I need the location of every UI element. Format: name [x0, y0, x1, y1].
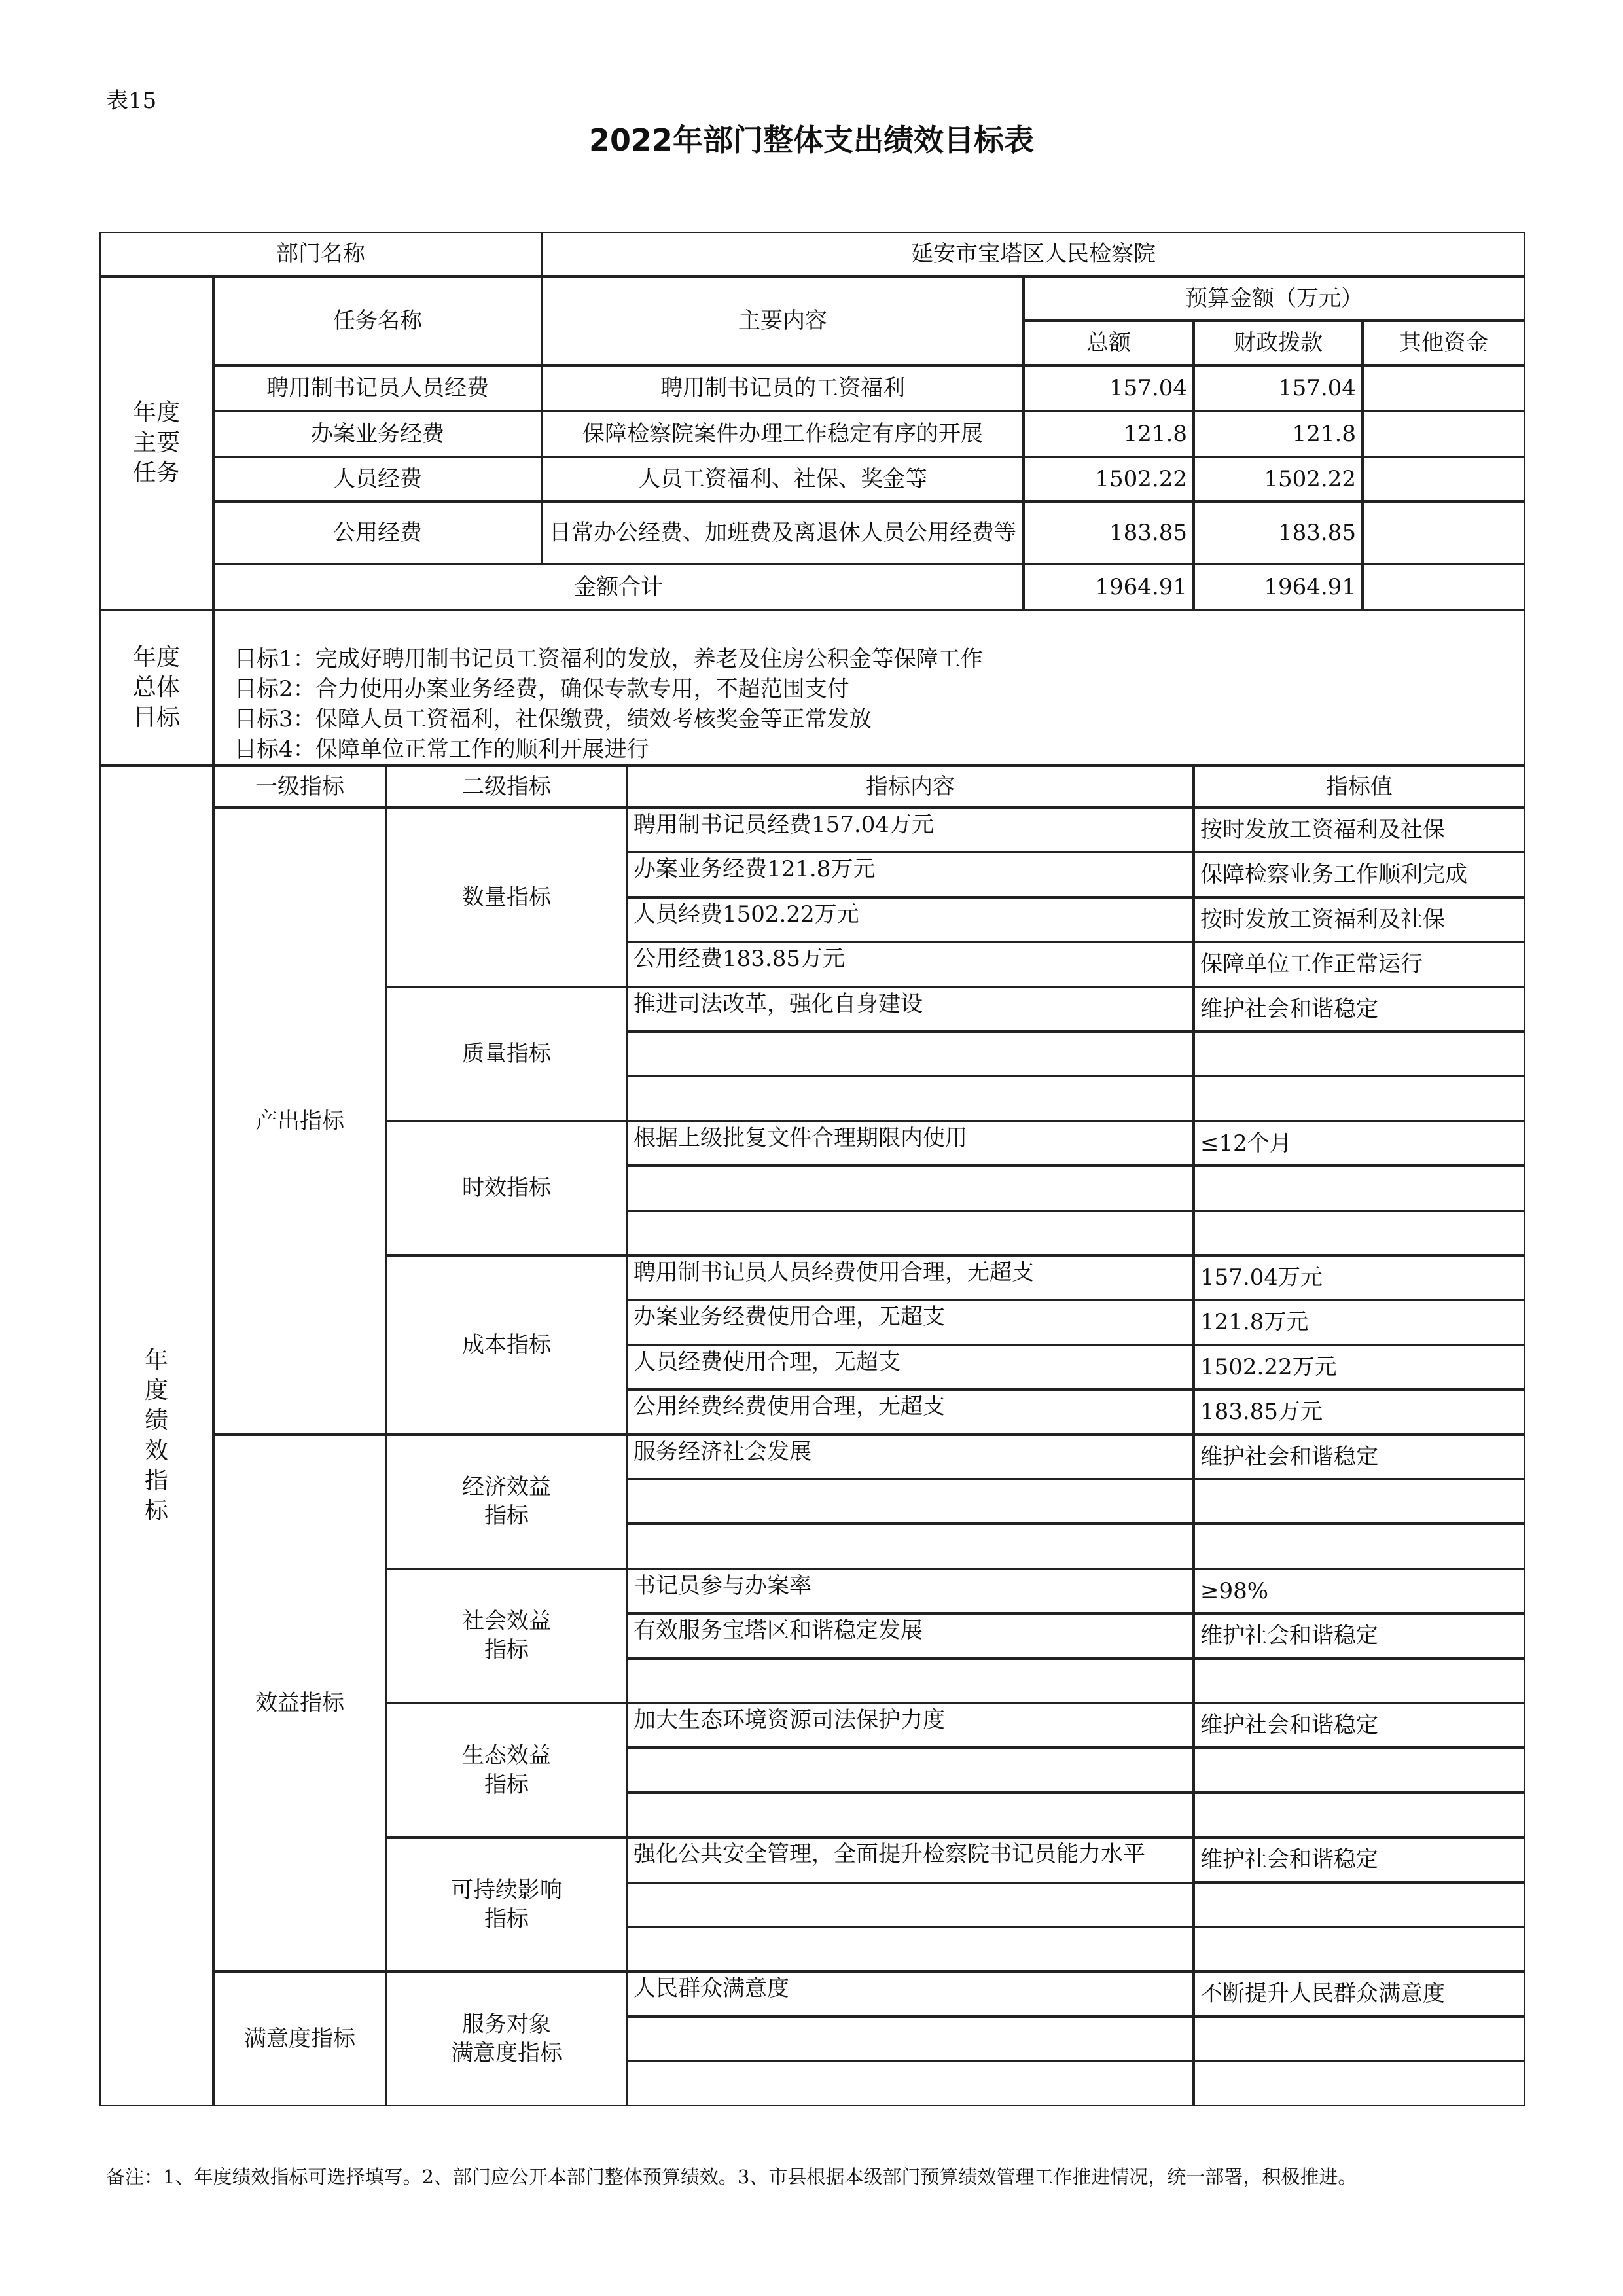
indicator-content: 人民群众满意度: [627, 1971, 1194, 2016]
section-label-char: 年度: [132, 644, 180, 671]
section-label-char: 绩: [144, 1407, 168, 1434]
section-label-char: 目标: [132, 704, 180, 731]
indicator-content: 强化公共安全管理，全面提升检察院书记员能力水平: [627, 1837, 1194, 1900]
indicator-value: 不断提升人民群众满意度: [1194, 1971, 1525, 2016]
task-content: 聘用制书记员的工资福利: [542, 365, 1024, 411]
indicator-content: [627, 1031, 1194, 1076]
header-indicator-value: 指标值: [1194, 766, 1525, 808]
level2-indicator: [386, 808, 627, 987]
indicator-content: [627, 1211, 1194, 1255]
indicator-value: [1194, 1927, 1525, 1971]
footnote: 备注：1、年度绩效指标可选择填写。2、部门应公开本部门整体预算绩效。3、市县根据本级部门预算绩效管理工作推进情况，统一部署，积极推进。: [106, 2166, 1357, 2188]
task-other: [1363, 501, 1525, 564]
indicator-value: [1194, 1031, 1525, 1076]
goal-item: 目标4：保障单位正常工作的顺利开展进行: [234, 736, 649, 762]
sum-other: [1363, 564, 1525, 610]
section-label-char: 指: [144, 1467, 168, 1494]
section-label-char: 任务: [132, 459, 180, 486]
level2-label-line: 指标: [484, 1503, 529, 1530]
dept-name-value: 延安市宝塔区人民检察院: [542, 232, 1525, 276]
task-other: [1363, 365, 1525, 411]
level2-label-line: 指标: [484, 1637, 529, 1664]
level2-label-line: 服务对象: [462, 2011, 551, 2037]
indicator-value: [1194, 1524, 1525, 1568]
level2-label-line: 经济效益: [462, 1474, 551, 1500]
task-other: [1363, 457, 1525, 501]
indicator-value: 157.04万元: [1194, 1255, 1525, 1300]
indicator-value: 维护社会和谐稳定: [1194, 987, 1525, 1031]
header-fiscal: 财政拨款: [1194, 321, 1363, 365]
indicator-content: 聘用制书记员人员经费使用合理，无超支: [627, 1255, 1194, 1300]
indicator-value: [1194, 1659, 1525, 1703]
task-content: 日常办公经费、加班费及离退休人员公用经费等: [542, 501, 1024, 564]
indicator-content: [627, 1927, 1194, 1971]
sum-fiscal: 1964.91: [1194, 564, 1363, 610]
task-total: 157.04: [1024, 365, 1194, 411]
task-content: 人员工资福利、社保、奖金等: [542, 457, 1024, 501]
level2-indicator: [386, 1971, 627, 2106]
indicator-value: [1194, 1882, 1525, 1927]
indicator-content: [627, 1793, 1194, 1837]
section-label-char: 效: [144, 1437, 168, 1464]
task-total: 121.8: [1024, 411, 1194, 457]
level2-indicator: [386, 1837, 627, 1971]
indicator-content: 人员经费1502.22万元: [627, 897, 1194, 942]
indicator-content: 有效服务宝塔区和谐稳定发展: [627, 1613, 1194, 1658]
level2-label-line: 质量指标: [462, 1041, 551, 1067]
indicator-content: 公用经费183.85万元: [627, 942, 1194, 986]
header-level2: 二级指标: [386, 766, 627, 808]
indicator-value: [1194, 1748, 1525, 1792]
level1-indicator: 满意度指标: [213, 1971, 386, 2106]
indicator-value: [1194, 1211, 1525, 1255]
indicator-content: 服务经济社会发展: [627, 1435, 1194, 1479]
indicator-value: [1194, 2061, 1525, 2106]
level2-label-line: 数量指标: [462, 884, 551, 910]
level2-label-line: 指标: [484, 1771, 529, 1798]
indicator-content: [627, 1659, 1194, 1703]
header-task-name: 任务名称: [213, 276, 542, 365]
section-label-char: 总体: [132, 674, 180, 701]
task-fiscal: 183.85: [1194, 501, 1363, 564]
task-fiscal: 121.8: [1194, 411, 1363, 457]
goal-item: 目标2：合力使用办案业务经费，确保专款专用，不超范围支付: [234, 676, 849, 702]
level2-indicator: [386, 987, 627, 1121]
level2-label-line: 社会效益: [462, 1608, 551, 1635]
task-name: 聘用制书记员人员经费: [213, 365, 542, 411]
indicator-content: 办案业务经费121.8万元: [627, 852, 1194, 897]
goals-box: [213, 610, 1525, 766]
sum-label: 金额合计: [213, 564, 1024, 610]
indicator-value: [1194, 1166, 1525, 1210]
indicator-content: 加大生态环境资源司法保护力度: [627, 1703, 1194, 1748]
indicator-value: 按时发放工资福利及社保: [1194, 808, 1525, 852]
indicator-value: 维护社会和谐稳定: [1194, 1613, 1525, 1658]
indicator-content: 聘用制书记员经费157.04万元: [627, 808, 1194, 852]
section-label-char: 年度: [132, 399, 180, 426]
task-other: [1363, 411, 1525, 457]
task-fiscal: 1502.22: [1194, 457, 1363, 501]
level2-indicator: [386, 1435, 627, 1569]
indicator-value: ≤12个月: [1194, 1121, 1525, 1166]
level2-label-line: 指标: [484, 1905, 529, 1932]
indicator-content: [627, 2017, 1194, 2061]
task-name: 公用经费: [213, 501, 542, 564]
indicator-value: [1194, 1479, 1525, 1524]
indicator-content: 人员经费使用合理，无超支: [627, 1345, 1194, 1390]
indicator-content: 书记员参与办案率: [627, 1569, 1194, 1613]
indicator-content: [627, 1479, 1194, 1524]
task-total: 1502.22: [1024, 457, 1194, 501]
level2-indicator: [386, 1255, 627, 1435]
task-total: 183.85: [1024, 501, 1194, 564]
indicator-value: 维护社会和谐稳定: [1194, 1837, 1525, 1882]
level2-indicator: [386, 1703, 627, 1837]
section-label-char: 标: [144, 1497, 168, 1524]
section-label-char: 主要: [132, 429, 180, 456]
level2-label-line: 时效指标: [462, 1175, 551, 1202]
indicator-value: ≥98%: [1194, 1569, 1525, 1613]
level2-label-line: 生态效益: [462, 1742, 551, 1769]
header-total: 总额: [1024, 321, 1194, 365]
section-annual-indicators: [99, 766, 213, 2106]
header-level1: 一级指标: [213, 766, 386, 808]
indicator-content: 根据上级批复文件合理期限内使用: [627, 1121, 1194, 1166]
indicator-value: 保障检察业务工作顺利完成: [1194, 852, 1525, 897]
indicator-content: [627, 1076, 1194, 1121]
page-label: 表15: [106, 88, 157, 114]
level2-indicator: [386, 1121, 627, 1255]
page-title: 2022年部门整体支出绩效目标表: [588, 122, 1035, 158]
header-other: 其他资金: [1363, 321, 1525, 365]
indicator-content: [627, 1882, 1194, 1927]
task-content: 保障检察院案件办理工作稳定有序的开展: [542, 411, 1024, 457]
level1-indicator: 效益指标: [213, 1435, 386, 1972]
level2-label-line: 成本指标: [462, 1331, 551, 1358]
dept-name-label: 部门名称: [99, 232, 542, 276]
indicator-value: 1502.22万元: [1194, 1345, 1525, 1390]
indicator-value: [1194, 1793, 1525, 1837]
indicator-content: [627, 1524, 1194, 1568]
indicator-value: [1194, 1076, 1525, 1121]
indicator-content: [627, 1166, 1194, 1210]
indicator-value: [1194, 2017, 1525, 2061]
level1-indicator: 产出指标: [213, 808, 386, 1435]
header-budget: 预算金额（万元）: [1024, 276, 1525, 321]
level2-indicator: [386, 1569, 627, 1703]
indicator-value: 121.8万元: [1194, 1300, 1525, 1344]
section-annual-goals: [99, 610, 213, 766]
task-fiscal: 157.04: [1194, 365, 1363, 411]
section-label-char: 年: [144, 1346, 168, 1374]
indicator-value: 按时发放工资福利及社保: [1194, 897, 1525, 942]
goal-item: 目标3：保障人员工资福利，社保缴费，绩效考核奖金等正常发放: [234, 706, 872, 732]
level2-label-line: 可持续影响: [451, 1876, 562, 1903]
header-indicator-content: 指标内容: [627, 766, 1194, 808]
goal-item: 目标1：完成好聘用制书记员工资福利的发放，养老及住房公积金等保障工作: [234, 646, 983, 672]
level2-label-line: 满意度指标: [451, 2039, 562, 2066]
indicator-value: 维护社会和谐稳定: [1194, 1435, 1525, 1479]
indicator-value: 保障单位工作正常运行: [1194, 942, 1525, 986]
section-annual-tasks: [99, 276, 213, 610]
section-label-char: 度: [144, 1376, 168, 1404]
indicator-content: [627, 2061, 1194, 2106]
indicator-value: 维护社会和谐稳定: [1194, 1703, 1525, 1748]
header-main-content: 主要内容: [542, 276, 1024, 365]
indicator-content: 公用经费经费使用合理，无超支: [627, 1390, 1194, 1434]
indicator-content: 推进司法改革，强化自身建设: [627, 987, 1194, 1031]
indicator-content: 办案业务经费使用合理，无超支: [627, 1300, 1194, 1344]
sum-total: 1964.91: [1024, 564, 1194, 610]
task-name: 人员经费: [213, 457, 542, 501]
indicator-value: 183.85万元: [1194, 1390, 1525, 1434]
task-name: 办案业务经费: [213, 411, 542, 457]
indicator-content: [627, 1748, 1194, 1792]
